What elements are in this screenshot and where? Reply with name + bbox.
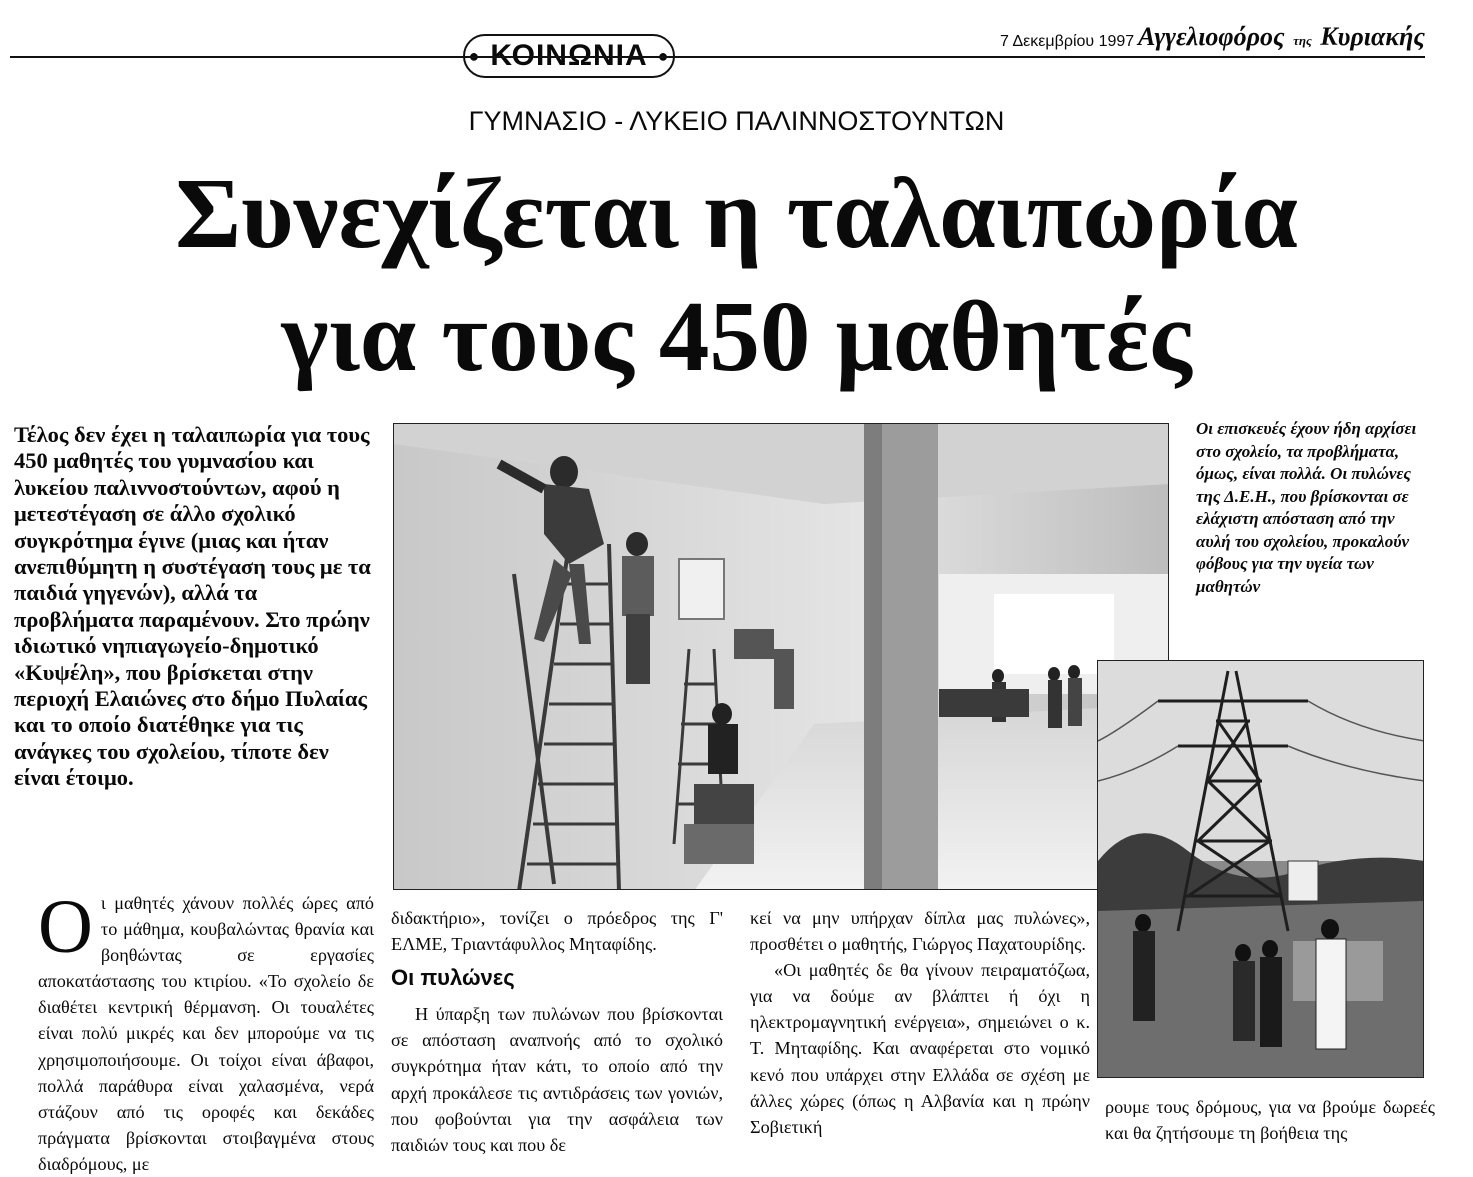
body-text-col1: ι μαθητές χάνουν πολλές ώρες από το μάθημα, κουβαλώντας θρανία και βοηθώντας σε εργασίες αποκατάστασης του κτιρίου. «Το σχολείο δε διαθέτει κεντρική θέρμανση. Οι τουαλέτες είναι πολύ μικρές και δεν μπορούμε να τις χρησιμοποιήσουμε. Οι τοίχοι είναι άβαφοι, πολλά παράθυρα είναι χαλασμένα, νερά στάζουν από τις οροφές και δεκάδες πράγματα βρίσκονται στοιβαγμένα στους διαδρόμους, με <box>38 893 374 1174</box>
issue-date: 7 Δεκεμβρίου 1997 <box>1000 33 1135 50</box>
article-kicker: ΓΥΜΝΑΣΙΟ - ΛΥΚΕΙΟ ΠΑΛΙΝΝΟΣΤΟΥΝΤΩΝ <box>468 106 1005 136</box>
body-column-3 <box>750 905 1090 1140</box>
body-column-4: ρουμε τους δρόμους, για να βρούμε δωρεές και θα ζητήσουμε τη βοήθεια της <box>1105 1097 1435 1144</box>
article-headline <box>0 152 1473 398</box>
body-column-2 <box>391 905 723 1158</box>
photo-caption: Οι επισκευές έχουν ήδη αρχίσει στο σχολείο, τα προβλήματα, όμως, είναι πολλά. Οι πυλώνες της Δ.Ε.Η., που βρίσκονται σε ελάχιστη απόσταση από την αυλή του σχολείου, προκαλούν φόβους για την υγεία των μαθητών <box>1196 419 1417 596</box>
pylon-photo <box>1097 660 1424 1078</box>
renovation-photo-drawing <box>394 424 1169 890</box>
renovation-photo <box>393 423 1169 890</box>
body-text-col2-para2: Η ύπαρξη των πυλώνων που βρίσκονται σε απόσταση αναπνοής από το σχολικό συγκρότημα ήταν κάτι, το οποίο από την αρχή προκάλεσε τις αντιδράσεις των γονιών, που φοβούνται για την ασφάλεια των παιδιών τους και που δε <box>391 1004 723 1155</box>
headline-line-1: Συνεχίζεται η ταλαιπωρία <box>175 157 1298 269</box>
headline-line-2: για τους 450 μαθητές <box>281 280 1192 392</box>
masthead-end: Κυριακής <box>1320 22 1426 51</box>
body-column-1 <box>38 885 374 1177</box>
pylon-photo-drawing <box>1098 661 1424 1078</box>
masthead-main: Αγγελιοφόρος <box>1138 22 1285 51</box>
body-text-col3-para2: «Οι μαθητές δε θα γίνουν πειραματόζωα, για να δούμε αν βλάπτει ή όχι η ηλεκτρομαγνητική ενέργεια», σημειώνει ο κ. Τ. Μηταφίδης. Και αναφέρεται στο νομικό κενό που υπάρχει στην Ελλάδα σε σχέση με άλλες χώρες (όπως η Αλβανία και η πρώην Σοβιετική <box>750 960 1090 1137</box>
subheading: Οι πυλώνες <box>391 965 515 991</box>
masthead-small: της <box>1293 33 1312 48</box>
article-lead: Τέλος δεν έχει η ταλαιπωρία για τους 450 μαθητές του γυμνασίου και λυκείου παλιννοστούντων, αφού η μετεστέγαση σε άλλο σχολικό συγκρότημα έγινε (μιας και ήταν ανεπιθύμητη η συστέγαση τους με τα παιδιά γηγενών), αλλά τα προβλήματα παραμένουν. Στο πρώην ιδιωτικό νηπιαγωγείο-δημοτικό «Κυψέλη», που βρίσκεται στην περιοχή Ελαιώνες στο δήμο Πυλαίας και το οποίο διατέθηκε για τις ανάγκες του σχολείου, τίποτε δεν είναι έτοιμο. <box>14 422 371 791</box>
drop-cap: Ο <box>38 885 93 969</box>
bullet-icon: ● <box>657 45 670 66</box>
bullet-icon: ● <box>468 45 481 66</box>
body-text-col2: διδακτήριο», τονίζει ο πρόεδρος της Γ' ΕΛΜΕ, Τριαντάφυλλος Μηταφίδης. <box>391 908 723 955</box>
section-label: ΚΟΙΝΩΝΙΑ <box>490 39 648 72</box>
body-text-col3: κεί να μην υπήρχαν δίπλα μας πυλώνες», προσθέτει ο μαθητής, Γιώργος Παχατουρίδης. <box>750 908 1090 955</box>
header-divider <box>10 56 1425 58</box>
newspaper-masthead <box>1138 22 1425 52</box>
